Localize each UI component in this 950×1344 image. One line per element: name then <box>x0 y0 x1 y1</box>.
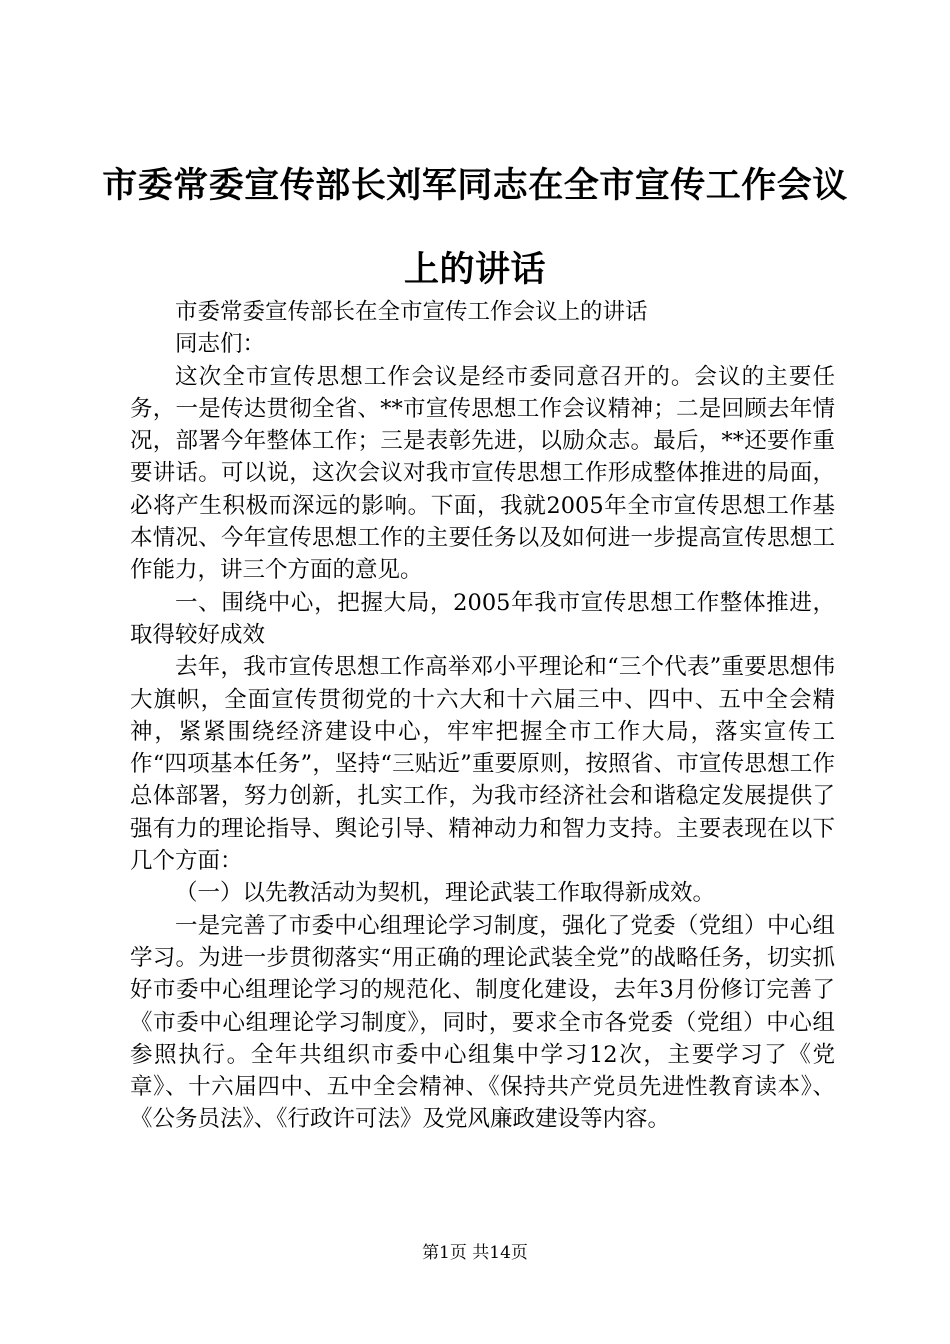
subsection-heading: （一）以先教活动为契机，理论武装工作取得新成效。 <box>175 880 716 907</box>
body-paragraph: 去年，我市宣传思想工作高举邓小平理论和“三个代表”重要思想伟大旗帜，全面宣传贯彻党的十六大和十六届三中、四中、五中全会精神，紧紧围绕经济建设中心，牢牢把握全市工作大局，落实宣传工作“四项基本任务”，坚持“三贴近”重要原则，按照省、市宣传思想工作总体部署，努力创新，扎实工作，为我市经济社会和谐稳定发展提供了强有力的理论指导、舆论引导、精神动力和智力支持。主要表现在以下几个方面： <box>130 654 835 875</box>
body-paragraph: 一是完善了市委中心组理论学习制度，强化了党委（党组）中心组学习。为进一步贯彻落实“用正确的理论武装全党”的战略任务，切实抓好市委中心组理论学习的规范化、制度化建设，去年3月份修订完善了《市委中心组理论学习制度》，同时，要求全市各党委（党组）中心组参照执行。全年共组织市委中心组集中学习12次，主要学习了《党章》、十六届四中、五中全会精神、《保持共产党员先进性教育读本》、《公务员法》、《行政许可法》及党风廉政建设等内容。 <box>130 912 835 1133</box>
salutation-paragraph: 同志们： <box>175 331 266 358</box>
document-title: 市委常委宣传部长刘军同志在全市宣传工作会议上的讲话 <box>102 165 848 290</box>
section-heading: 一、围绕中心，把握大局，2005年我市宣传思想工作整体推进，取得较好成效 <box>130 589 835 648</box>
document-body <box>130 296 835 1136</box>
intro-paragraph: 这次全市宣传思想工作会议是经市委同意召开的。会议的主要任务，一是传达贯彻全省、**市宣传思想工作会议精神；二是回顾去年情况，部署今年整体工作；三是表彰先进，以励众志。最后，**还要作重要讲话。可以说，这次会议对我市宣传思想工作形成整体推进的局面，必将产生积极而深远的影响。下面，我就2005年全市宣传思想工作基本情况、今年宣传思想工作的主要任务以及如何进一步提高宣传思想工作能力，讲三个方面的意见。 <box>130 363 835 584</box>
subtitle-paragraph: 市委常委宣传部长在全市宣传工作会议上的讲话 <box>175 299 648 325</box>
page-number-footer: 第1页 共14页 <box>422 1243 528 1263</box>
